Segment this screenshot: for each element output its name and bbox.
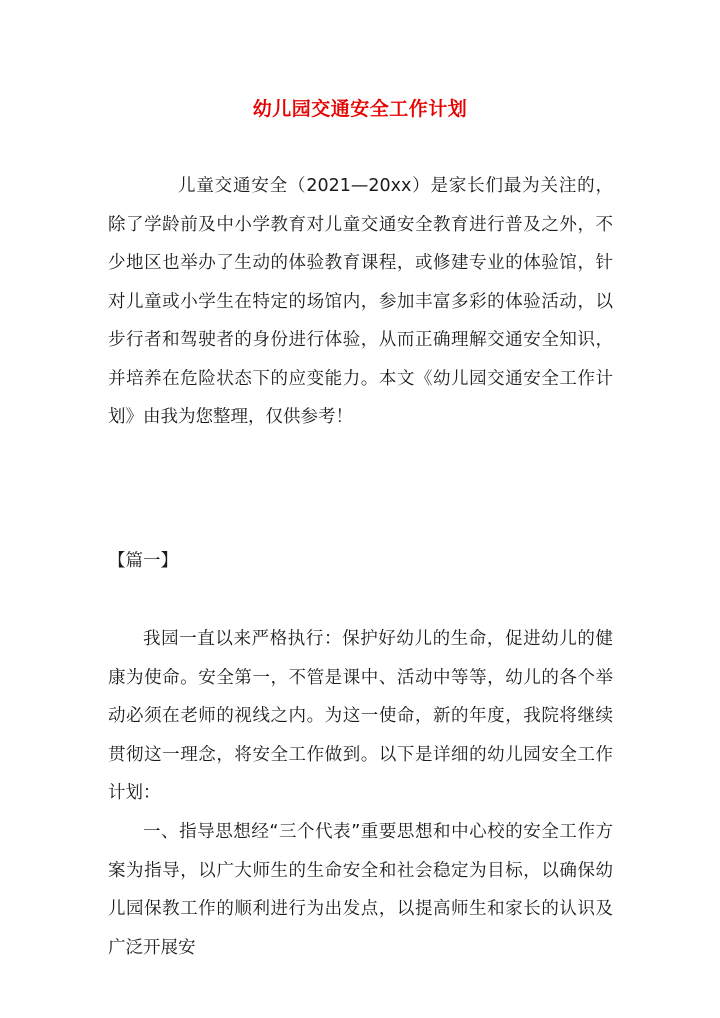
body-paragraph-1: 我园一直以来严格执行：保护好幼儿的生命，促进幼儿的健康为使命。安全第一，不管是课中、活动中等等，幼儿的各个举动必须在老师的视线之内。为这一使命，新的年度，我院将继续贯彻这一理念，将安全工作做到。以下是详细的幼儿园安全工作计划： xyxy=(108,629,613,803)
intro-paragraph: 儿童交通安全（2021—20xx）是家长们最为关注的，除了学龄前及中小学教育对儿童交通安全教育进行普及之外，不少地区也举办了生动的体验教育课程，或修建专业的体验馆，针对儿童或小学生在特定的场馆内，参加丰富多彩的体验活动，以步行者和驾驶者的身份进行体验，从而正确理解交通安全知识，并培养在危险状态下的应变能力。本文《幼儿园交通安全工作计划》由我为您整理，仅供参考！ xyxy=(108,176,613,427)
body-paragraph-2: 一、指导思想经“三个代表”重要思想和中心校的安全工作方案为指导，以广大师生的生命安全和社会稳定为目标，以确保幼儿园保教工作的顺利进行为出发点，以提高师生和家长的认识及广泛开展安 xyxy=(108,822,613,958)
section-heading: 【篇一】 xyxy=(108,551,178,571)
document-title: 幼儿园交通安全工作计划 xyxy=(252,98,468,120)
